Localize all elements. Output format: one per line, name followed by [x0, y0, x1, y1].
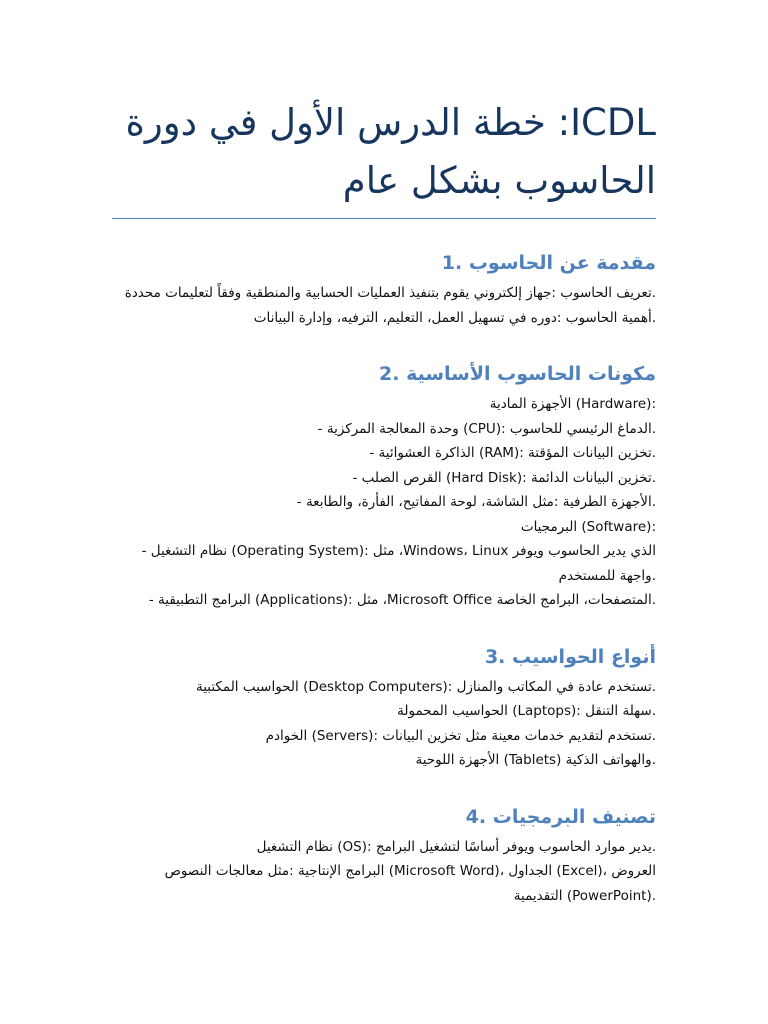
section-heading: أنواع الحواسيب .3 [484, 645, 656, 668]
text-line: .والهواتف الذكية (Tablets) الأجهزة اللوحية [415, 752, 656, 768]
text-line: :(Software) البرمجيات [520, 518, 656, 535]
text-line: .تستخدم لتقديم خدمات معينة مثل تخزين البيانات :(Servers) الخوادم [265, 727, 656, 744]
title-line-2: الحاسوب بشكل عام [342, 159, 656, 202]
text-line: .تخزين البيانات الدائمة :(Hard Disk) القرص الصلب - [352, 469, 656, 486]
text-line: .المتصفحات، البرامج الخاصة Microsoft Office، مثل :(Applications) البرامج التطبيقية - [148, 592, 656, 608]
text-line: .أهمية الحاسوب :دوره في تسهيل العمل، التعليم، الترفيه، وإدارة البيانات [253, 309, 656, 326]
page-title [112, 94, 656, 210]
section-software-classification [112, 803, 656, 909]
text-line: :(Hardware) الأجهزة المادية [489, 396, 656, 412]
text-line: .تخزين البيانات المؤقتة :(RAM) الذاكرة العشوائية - [369, 445, 656, 461]
text-line: .الأجهزة الطرفية :مثل الشاشة، لوحة المفاتيح، الفأرة، والطابعة - [296, 494, 656, 510]
text-line: .يدير موارد الحاسوب ويوفر أساسًا لتشغيل البرامج :(OS) نظام التشغيل [256, 838, 656, 855]
section-heading: مقدمة عن الحاسوب .1 [441, 252, 656, 274]
text-line: .تستخدم عادة في المكاتب والمنازل :(Desktop Computers) الحواسيب المكتبية [195, 678, 656, 695]
text-line: .سهلة التنقل :(Laptops) الحواسيب المحمولة [397, 703, 656, 719]
section-computer-types [112, 643, 656, 773]
section-computer-components [112, 360, 656, 613]
text-line: .واجهة للمستخدم [558, 567, 656, 584]
text-line: .تعريف الحاسوب :جهاز إلكتروني يقوم بتنفيذ العمليات الحسابية والمنطقية وفقاً لتعليمات محددة [124, 285, 656, 301]
section-heading: تصنيف البرمجيات .4 [465, 805, 656, 828]
text-line: العروض ،(Excel) الجداول ،(Microsoft Word) البرامج الإنتاجية :مثل معالجات النصوص [164, 863, 656, 879]
text-line: الذي يدير الحاسوب ويوفر Windows، Linux، مثل :(Operating System) نظام التشغيل - [141, 543, 656, 559]
text-line: .(PowerPoint) التقديمية [513, 887, 656, 904]
title-divider [112, 218, 656, 219]
section-heading: مكونات الحاسوب الأساسية .2 [379, 363, 656, 385]
text-line: .الدماغ الرئيسي للحاسوب :(CPU) وحدة المعالجة المركزية - [317, 420, 656, 437]
title-line-1: ICDL: خطة الدرس الأول في دورة [125, 101, 656, 144]
section-computer-intro [112, 249, 656, 330]
